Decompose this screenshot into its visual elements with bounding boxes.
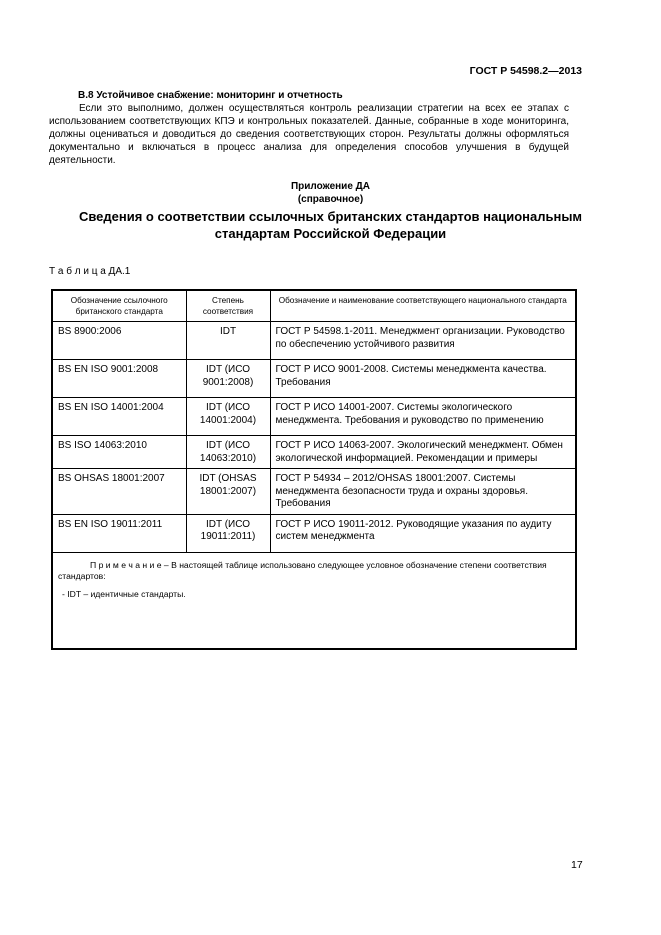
header-national: Обозначение и наименование соответствующего национального стандарта [270,291,575,322]
header-ref: Обозначение ссылочного британского стандарта [53,291,186,322]
note-item: - IDT – идентичные стандарты. [62,588,186,599]
cell-degree: IDT (ИСО 14001:2004) [186,398,270,436]
appendix-title-line2: стандартам Российской Федерации [214,226,447,241]
cell-ref: BS OHSAS 18001:2007 [53,469,186,515]
table-row [53,398,575,436]
cell-ref: BS EN ISO 19011:2011 [53,514,186,552]
cell-degree: IDT (ИСО 19011:2011) [186,514,270,552]
note-text: – В настоящей таблице использовано следующее условное обозначение степени соответствия стандартов: [58,559,547,581]
note-paragraph [58,560,570,583]
table-row [53,514,575,552]
table-label: Т а б л и ц а ДА.1 [49,266,131,277]
cell-ref: BS ISO 14063:2010 [53,436,186,469]
cell-national: ГОСТ Р 54934 – 2012/OHSAS 18001:2007. Системы менеджмента безопасности труда и охраны здоровья. Требования [270,469,575,515]
section-paragraph: Если это выполнимо, должен осуществляться контроль реализации стратегии на всех ее этапах с использованием соответствующих КПЭ и контрольных показателей. Данные, собранные в ходе мониторинга, должны оцениваться и доводиться до сведения соответствующих сторон. Результаты должны оформляться документально и включаться в процесс анализа для определения способов улучшения в будущей деятельности. [49,103,569,166]
appendix-title [0,208,661,242]
appendix-kind: (справочное) [297,194,364,205]
cell-national: ГОСТ Р ИСО 9001-2008. Системы менеджмента качества. Требования [270,360,575,398]
appendix-title-line1: Сведения о соответствии ссылочных британских стандартов национальным [78,209,583,224]
table-header-row [53,291,575,322]
appendix-label: Приложение ДА [290,181,371,192]
note-prefix: П р и м е ч а н и е [90,559,162,570]
cell-national: ГОСТ Р ИСО 19011-2012. Руководящие указания по аудиту систем менеджмента [270,514,575,552]
cell-ref: BS EN ISO 9001:2008 [53,360,186,398]
table-row [53,469,575,515]
correspondence-table [51,289,577,650]
cell-degree: IDT (ИСО 9001:2008) [186,360,270,398]
cell-ref: BS EN ISO 14001:2004 [53,398,186,436]
cell-national: ГОСТ Р 54598.1-2011. Менеджмент организации. Руководство по обеспечению устойчивого развития [270,322,575,360]
cell-national: ГОСТ Р ИСО 14001-2007. Системы экологического менеджмента. Требования и руководство по применению [270,398,575,436]
header-degree: Степень соответствия [186,291,270,322]
cell-ref: BS 8900:2006 [53,322,186,360]
table-note [53,552,575,651]
cell-degree: IDT [186,322,270,360]
standard-code: ГОСТ Р 54598.2—2013 [469,65,582,77]
cell-national: ГОСТ Р ИСО 14063-2007. Экологический менеджмент. Обмен экологической информацией. Рекомендации и примеры [270,436,575,469]
table-note-row [53,552,575,651]
cell-degree: IDT (ИСО 14063:2010) [186,436,270,469]
cell-degree: IDT (OHSAS 18001:2007) [186,469,270,515]
table-row [53,360,575,398]
page-number: 17 [571,859,583,871]
table-row [53,322,575,360]
table-row [53,436,575,469]
section-heading: В.8 Устойчивое снабжение: мониторинг и отчетность [78,90,343,101]
